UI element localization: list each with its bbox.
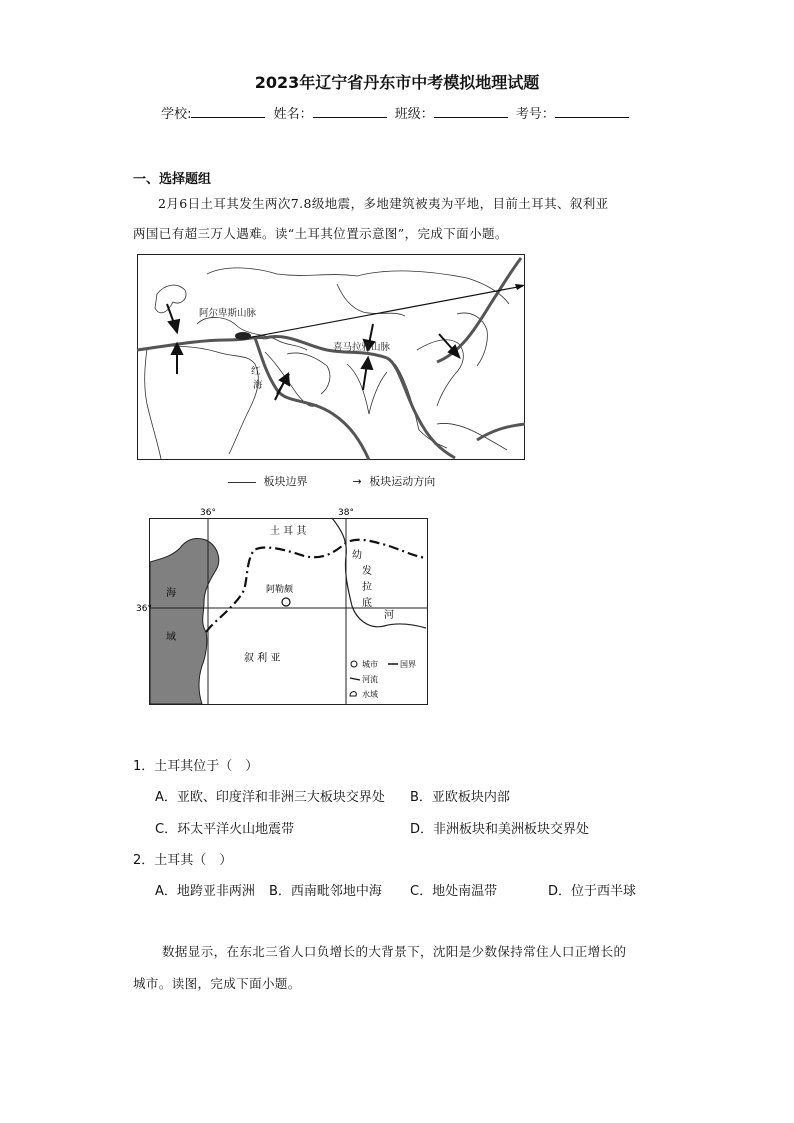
question-1-option-a[interactable]: A．亚欧、印度洋和非洲三大板块交界处 <box>155 790 385 805</box>
school-blank[interactable] <box>191 105 265 118</box>
direction-legend-label: 板块运动方向 <box>369 475 436 488</box>
question-2-option-b[interactable]: B．西南毗邻地中海 <box>269 884 382 899</box>
legend-river-label: 河流 <box>362 675 378 684</box>
lon-38-label: 38° <box>338 508 354 518</box>
section-heading: 一、选择题组 <box>133 172 212 187</box>
question-1-option-d[interactable]: D．非洲板块和美洲板块交界处 <box>410 822 590 837</box>
euphrates-char-1: 幼 <box>352 550 362 561</box>
euphrates-char-4: 底 <box>362 598 372 609</box>
lat-36-label: 36° <box>136 604 152 614</box>
sea-label-2: 域 <box>166 632 176 643</box>
aleppo-label: 阿勒颇 <box>266 585 294 595</box>
passage2-line1: 数据显示，在东北三省人口负增长的大背景下，沈阳是少数保持常住人口正增长的 <box>162 944 627 959</box>
question-2-option-c[interactable]: C．地处南温带 <box>410 884 498 899</box>
map1-legend <box>228 473 435 489</box>
boundary-legend-line <box>228 482 256 483</box>
euphrates-char-2: 发 <box>362 566 372 577</box>
question-1-option-c[interactable]: C．环太平洋火山地震带 <box>155 822 295 837</box>
name-label: 姓名： <box>273 107 313 122</box>
aleppo-city-marker <box>282 598 290 606</box>
student-info-row <box>0 103 794 122</box>
boundary-legend-label: 板块边界 <box>263 475 308 488</box>
himalaya-label: 喜马拉雅山脉 <box>333 342 391 353</box>
legend-city-label: 城市 <box>362 660 378 669</box>
alps-label: 阿尔卑斯山脉 <box>199 308 257 319</box>
redsea-label-1: 红 <box>251 366 261 377</box>
class-blank[interactable] <box>434 105 508 118</box>
direction-legend-arrow-icon: → <box>352 475 362 488</box>
legend-water-label: 水域 <box>362 690 378 699</box>
plate-boundary-map <box>137 254 525 460</box>
number-blank[interactable] <box>555 105 629 118</box>
school-label: 学校: <box>161 107 192 122</box>
name-blank[interactable] <box>313 105 387 118</box>
legend-city-icon <box>351 661 357 667</box>
page-title: 2023年辽宁省丹东市中考模拟地理试题 <box>254 73 540 92</box>
passage2-line2: 城市。读图，完成下面小题。 <box>133 976 301 991</box>
class-label: 班级： <box>394 107 434 122</box>
sea-label: 海 <box>166 588 176 599</box>
question-2-option-d[interactable]: D．位于西半球 <box>548 884 637 899</box>
question-1-stem: 1．土耳其位于（ ） <box>133 759 259 774</box>
turkey-marker <box>235 332 251 340</box>
turkey-syria-map <box>136 506 432 706</box>
lon-36-label: 36° <box>200 508 216 518</box>
river-label: 河 <box>384 610 394 621</box>
passage1-line2: 两国已有超三万人遇难。读“土耳其位置示意图”，完成下面小题。 <box>133 226 508 241</box>
number-label: 考号： <box>515 107 555 122</box>
turkey-label: 土 耳 其 <box>270 526 307 537</box>
question-2-option-a[interactable]: A．地跨亚非两洲 <box>155 884 255 899</box>
legend-border-label: 国界 <box>400 660 416 669</box>
redsea-label-2: 海 <box>253 380 263 391</box>
passage1-line1: 2月6日土耳其发生两次7.8级地震，多地建筑被夷为平地，目前土耳其、叙利亚 <box>158 196 609 211</box>
question-1-option-b[interactable]: B．亚欧板块内部 <box>410 790 510 805</box>
euphrates-char-3: 拉 <box>362 582 372 593</box>
question-2-stem: 2．土耳其（ ） <box>133 853 233 868</box>
syria-label: 叙 利 亚 <box>244 653 281 664</box>
